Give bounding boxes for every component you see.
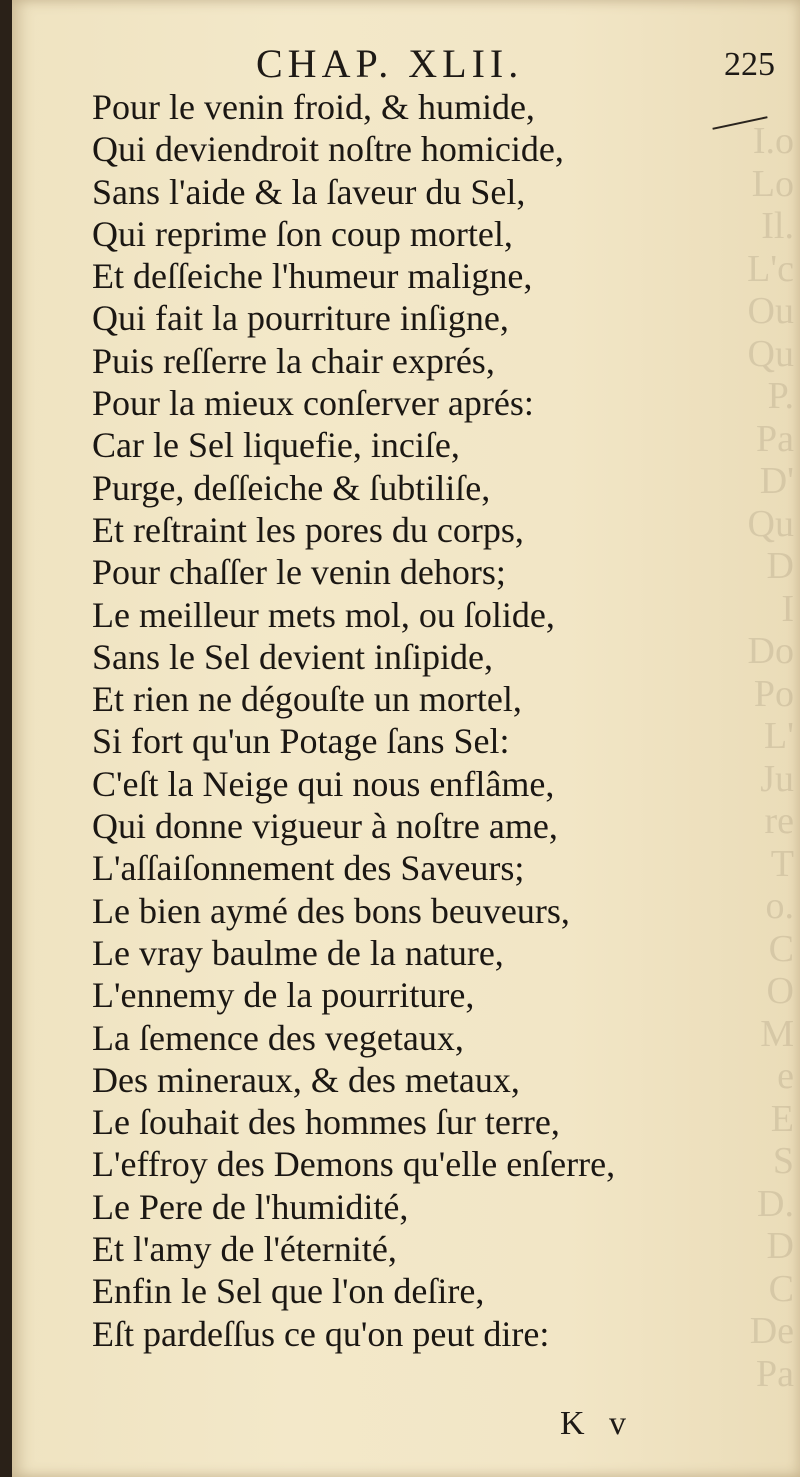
- verse-line: Sans l'aide & la ſaveur du Sel,: [92, 171, 526, 212]
- verse-line: Le bien aymé des bons beuveurs,: [92, 890, 570, 931]
- verse-line: Enfin le Sel que l'on deſire,: [92, 1271, 485, 1312]
- verse-line: Puis reſſerre la chair exprés,: [92, 340, 495, 381]
- verse-line: Pour chaſſer le venin dehors;: [92, 552, 506, 593]
- running-title: CHAP. XLII.: [256, 41, 524, 86]
- verse-line: Le ſouhait des hommes ſur terre,: [92, 1102, 560, 1143]
- verse-line: Qui reprime ſon coup mortel,: [92, 213, 513, 254]
- poem-text: [92, 86, 615, 1355]
- verse-line: Pour la mieux conſerver aprés:: [92, 383, 534, 424]
- verse-line: Le Pere de l'humidité,: [92, 1186, 409, 1227]
- verse-line: L'ennemy de la pourriture,: [92, 975, 475, 1016]
- verse-line: Et reſtraint les pores du corps,: [92, 509, 524, 550]
- verse-line: La ſemence des vegetaux,: [92, 1017, 464, 1058]
- page-number: 225: [724, 46, 775, 83]
- verse-line: Et deſſeiche l'humeur maligne,: [92, 256, 533, 297]
- show-through-text: I.o Lo Il. L'c Ou Qu P. Pa D' Qu D I Do Po L' Ju re T o. C O M e E S D. D C De Pa: [747, 120, 794, 1395]
- verse-line: Purge, deſſeiche & ſubtiliſe,: [92, 467, 491, 508]
- ink-stroke: [712, 116, 767, 130]
- verse-line: Si fort qu'un Potage ſans Sel:: [92, 721, 510, 762]
- verse-line: Qui fait la pourriture inſigne,: [92, 298, 509, 339]
- verse-line: Sans le Sel devient inſipide,: [92, 636, 493, 677]
- book-page: [12, 0, 800, 1477]
- verse-line: C'eſt la Neige qui nous enflâme,: [92, 763, 555, 804]
- verse-line: Car le Sel liquefie, inciſe,: [92, 425, 460, 466]
- verse-line: Eſt pardeſſus ce qu'on peut dire:: [92, 1313, 550, 1354]
- verse-line: Et rien ne dégouſte un mortel,: [92, 679, 522, 720]
- printer-signature-mark: K v: [560, 1405, 635, 1442]
- verse-line: Le vray baulme de la nature,: [92, 932, 504, 973]
- verse-line: Le meilleur mets mol, ou ſolide,: [92, 594, 555, 635]
- verse-line: Pour le venin froid, & humide,: [92, 87, 535, 127]
- verse-line: Et l'amy de l'éternité,: [92, 1229, 397, 1270]
- verse-line: Qui deviendroit noſtre homicide,: [92, 129, 564, 170]
- verse-line: Qui donne vigueur à noſtre ame,: [92, 806, 558, 847]
- verse-line: L'effroy des Demons qu'elle enſerre,: [92, 1144, 616, 1185]
- verse-line: L'aſſaiſonnement des Saveurs;: [92, 848, 525, 889]
- verse-line: Des mineraux, & des metaux,: [92, 1059, 520, 1100]
